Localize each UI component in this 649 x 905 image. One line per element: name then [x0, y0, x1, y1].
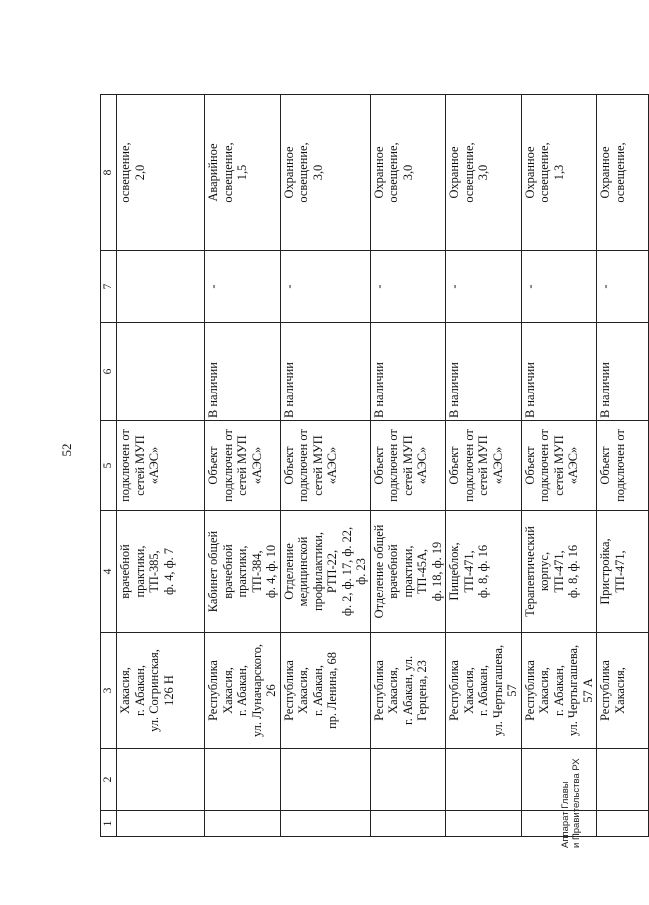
office-stamp: [560, 688, 582, 848]
table-cell: [205, 749, 281, 811]
table-cell: [280, 811, 370, 837]
table-cell: Пищеблок, ТП-471, ф. 8, ф. 16: [446, 511, 522, 633]
table-cell: В наличии: [521, 323, 597, 421]
table-row: [117, 95, 205, 837]
table-cell: Кабинет общей врачебной практики, ТП-384, ф. 4, ф. 10: [205, 511, 281, 633]
table-cell: [521, 749, 597, 811]
table-cell: В наличии: [205, 323, 281, 421]
table-cell: -: [280, 251, 370, 323]
table-cell: Объект подключен от сетей МУП «АЭС»: [205, 421, 281, 511]
table-cell: [205, 811, 281, 837]
table-cell: Отделение общей врачебной практики, ТП-45А, ф. 18, ф. 19: [370, 511, 446, 633]
rotated-table-container: [100, 95, 627, 837]
table-cell: Республика Хакасия, г. Абакан, ул. Чертыгашева, 57: [446, 633, 522, 749]
table-wrap: [100, 95, 627, 837]
table-cell: Объект подключен от сетей МУП «АЭС»: [280, 421, 370, 511]
table-cell: -: [597, 251, 649, 323]
table-row: [280, 95, 370, 837]
table-cell: Республика Хакасия, г. Абакан, ул. Луначарского, 26: [205, 633, 281, 749]
table-cell: [370, 749, 446, 811]
header-cell: 8: [101, 95, 117, 251]
table-cell: Терапевтический корпус, ТП-471, ф. 8, ф. 16: [521, 511, 597, 633]
header-cell: 4: [101, 511, 117, 633]
table-cell: Охранное освещение, 3,0: [280, 95, 370, 251]
table-cell: -: [370, 251, 446, 323]
table-cell: [117, 251, 205, 323]
table-cell: Республика Хакасия, г. Абакан, ул. Герцена, 23: [370, 633, 446, 749]
table-cell: Республика Хакасия, г. Абакан, ул. Чертыгашева, 57 А: [521, 633, 597, 749]
header-cell: 3: [101, 633, 117, 749]
table-cell: Пристройка, ТП-471,: [597, 511, 649, 633]
header-cell: 7: [101, 251, 117, 323]
table-row: [597, 95, 649, 837]
header-cell: 6: [101, 323, 117, 421]
table-cell: Охранное освещение, 3,0: [370, 95, 446, 251]
table-cell: Хакасия, г. Абакан, ул. Согринская, 126 Н: [117, 633, 205, 749]
table-cell: [521, 811, 597, 837]
table-cell: В наличии: [597, 323, 649, 421]
table-cell: врачебной практики, ТП-385, ф. 4, ф. 7: [117, 511, 205, 633]
page-number: 52: [59, 443, 74, 457]
table-row: [521, 95, 597, 837]
table-cell: В наличии: [446, 323, 522, 421]
header-row: [101, 95, 117, 837]
table-cell: [370, 811, 446, 837]
table-cell: В наличии: [370, 323, 446, 421]
stamp-line-2: и Правительства РХ: [571, 758, 582, 848]
table-cell: Республика Хакасия, г. Абакан, пр. Ленина, 68: [280, 633, 370, 749]
stamp-line-1: Аппарат Главы: [560, 781, 571, 848]
table-cell: освещение, 2,0: [117, 95, 205, 251]
table-cell: Объект подключен от сетей МУП «АЭС»: [521, 421, 597, 511]
table-cell: Республика Хакасия,: [597, 633, 649, 749]
table-row: [205, 95, 281, 837]
table-cell: Объект подключен от сетей МУП «АЭС»: [370, 421, 446, 511]
table-cell: [117, 811, 205, 837]
table-cell: Аварийное освещение, 1,5: [205, 95, 281, 251]
table-row: [446, 95, 522, 837]
table-cell: -: [205, 251, 281, 323]
table-cell: Охранное освещение, 3,0: [446, 95, 522, 251]
table-cell: -: [446, 251, 522, 323]
table-cell: подключен от сетей МУП «АЭС»: [117, 421, 205, 511]
table-cell: Объект подключен от: [597, 421, 649, 511]
table-cell: [446, 749, 522, 811]
header-cell: 1: [101, 811, 117, 837]
table-cell: В наличии: [280, 323, 370, 421]
header-cell: 5: [101, 421, 117, 511]
table-cell: -: [521, 251, 597, 323]
table-cell: [597, 811, 649, 837]
table-cell: [597, 749, 649, 811]
table-cell: Охранное освещение, 1,3: [521, 95, 597, 251]
table-cell: Отделение медицинской профилактики, РТП-22, ф. 2, ф. 17, ф. 22, ф. 23: [280, 511, 370, 633]
header-cell: 2: [101, 749, 117, 811]
table-cell: [280, 749, 370, 811]
table-cell: [117, 749, 205, 811]
table-cell: [446, 811, 522, 837]
table-cell: [117, 323, 205, 421]
table-cell: Объект подключен от сетей МУП «АЭС»: [446, 421, 522, 511]
table-cell: Охранное освещение,: [597, 95, 649, 251]
table-row: [370, 95, 446, 837]
